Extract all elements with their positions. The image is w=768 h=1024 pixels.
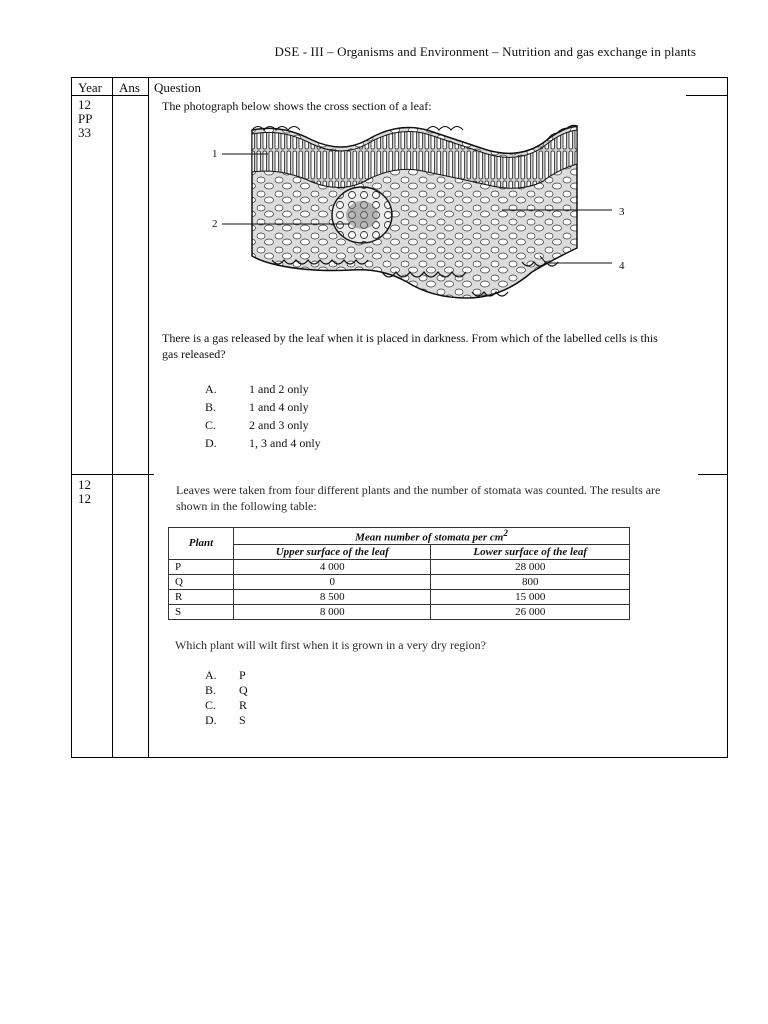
q1-stem <box>162 330 722 362</box>
q1-year-line: 33 <box>78 125 91 140</box>
option-letter: D. <box>205 436 217 450</box>
plant-cell: S <box>169 604 234 619</box>
q2-year-cell <box>78 478 91 506</box>
q1-year-line: PP <box>78 111 93 126</box>
column-divider <box>148 78 149 757</box>
table-row <box>169 574 630 589</box>
plant-header: Plant <box>169 528 234 560</box>
leaf-label-4: 4 <box>619 260 625 272</box>
upper-cell: 8 500 <box>234 589 431 604</box>
upper-cell: 0 <box>234 574 431 589</box>
upper-surface-header: Upper surface of the leaf <box>234 544 431 559</box>
q2-intro <box>176 482 726 514</box>
leaf-cross-section-image <box>202 120 662 312</box>
leaf-label-2: 2 <box>212 218 218 230</box>
question-table <box>71 77 728 758</box>
row-divider <box>72 474 154 475</box>
option-text: S <box>239 713 246 727</box>
q2-intro-line: shown in the following table: <box>176 499 317 513</box>
question-column-header: Question <box>154 80 201 95</box>
q2-year-line: 12 <box>78 477 91 492</box>
lower-surface-header: Lower surface of the leaf <box>431 544 630 559</box>
stomata-group-header <box>234 528 630 545</box>
q1-year-cell <box>78 98 92 140</box>
page-header: DSE - III – Organisms and Environment – Nutrition and gas exchange in plants <box>274 44 696 59</box>
lower-cell: 28 000 <box>431 559 630 574</box>
option-letter: B. <box>205 683 217 697</box>
option-letter: C. <box>205 418 217 432</box>
q1-intro: The photograph below shows the cross section of a leaf: <box>162 99 432 113</box>
option-letter: A. <box>205 382 217 396</box>
stomata-group-sup: 2 <box>503 528 508 538</box>
column-divider <box>112 78 113 757</box>
header-row-divider <box>686 95 728 96</box>
lower-cell: 15 000 <box>431 589 630 604</box>
table-header-row <box>169 528 630 545</box>
q2-stem: Which plant will wilt first when it is grown in a very dry region? <box>175 638 486 652</box>
ans-column-header: Ans <box>119 80 140 95</box>
option-text: 2 and 3 only <box>249 418 309 432</box>
plant-cell: R <box>169 589 234 604</box>
option-letter: D. <box>205 713 217 727</box>
table-row <box>169 589 630 604</box>
stomata-table <box>168 527 630 620</box>
table-row <box>169 604 630 619</box>
lower-cell: 800 <box>431 574 630 589</box>
q2-intro-line: Leaves were taken from four different plants and the number of stomata was counted. The results are <box>176 483 661 497</box>
upper-cell: 8 000 <box>234 604 431 619</box>
plant-cell: P <box>169 559 234 574</box>
q1-stem-line: There is a gas released by the leaf when it is placed in darkness. From which of the labelled cells is this <box>162 331 658 345</box>
upper-cell: 4 000 <box>234 559 431 574</box>
option-text: R <box>239 698 248 712</box>
option-text: 1, 3 and 4 only <box>249 436 321 450</box>
leaf-label-1: 1 <box>212 148 218 160</box>
option-text: P <box>239 668 246 682</box>
q1-stem-line: gas released? <box>162 347 226 361</box>
option-letter: A. <box>205 668 217 682</box>
row-divider <box>698 474 728 475</box>
table-subheader-row <box>169 544 630 559</box>
lower-cell: 26 000 <box>431 604 630 619</box>
leaf-label-3: 3 <box>619 206 625 218</box>
plant-cell: Q <box>169 574 234 589</box>
option-text: Q <box>239 683 248 697</box>
option-text: 1 and 2 only <box>249 382 309 396</box>
table-row <box>169 559 630 574</box>
option-text: 1 and 4 only <box>249 400 309 414</box>
q2-year-line: 12 <box>78 491 91 506</box>
q1-year-line: 12 <box>78 97 91 112</box>
stomata-group-label: Mean number of stomata per cm <box>355 531 504 544</box>
year-column-header: Year <box>78 80 102 95</box>
option-letter: C. <box>205 698 217 712</box>
option-letter: B. <box>205 400 217 414</box>
